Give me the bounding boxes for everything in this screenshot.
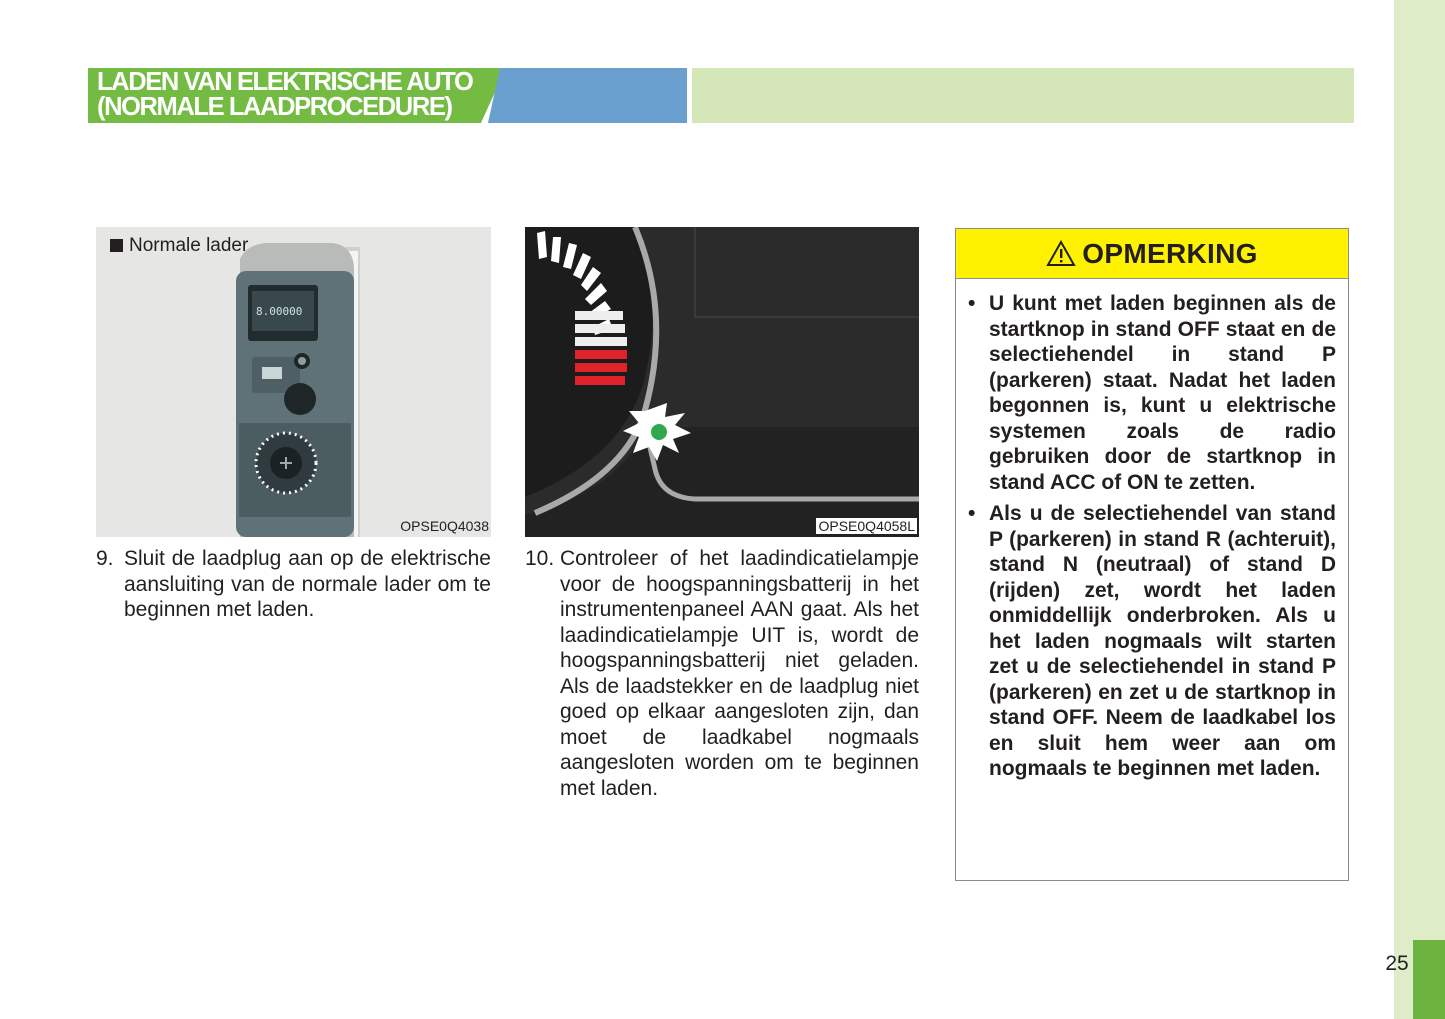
charger-illustration bbox=[96, 227, 491, 537]
step-text: Sluit de laadplug aan op de elektrische aansluiting van de normale lader om te beginnen met laden. bbox=[124, 547, 491, 621]
notice-item: • Als u de selectiehendel van stand P (parkeren) in stand R (achteruit), stand N (neutraal) of stand D (rijden) zet, wordt het laden onmiddellijk onderbroken. Als u het laden nogmaals wilt starten zet u de selectiehendel in stand P (parkeren) en zet u de startknop in stand OFF. Neem de laadkabel los en sluit hem weer aan om nogmaals te beginnen met laden. bbox=[968, 502, 1336, 780]
notice-box bbox=[955, 228, 1349, 881]
figure-normal-charger bbox=[96, 227, 491, 537]
side-strip bbox=[1394, 0, 1445, 1019]
header-light-band bbox=[692, 68, 1354, 123]
caption-square-icon bbox=[110, 239, 123, 252]
figure-code: OPSE0Q4038 bbox=[400, 518, 489, 534]
page-tab bbox=[1413, 940, 1445, 1019]
figure-caption: Normale lader bbox=[110, 235, 248, 257]
step-text: Controleer of het laadindicatielampje voor de hoogspanningsbatterij in het instrumentenpaneel AAN gaat. Als het laadindicatielampje UIT is, wordt de hoogspanningsbatterij niet geladen. Als de laadstekker en de laadplug niet goed op elkaar aangesloten zijn, dan moet de laadkabel nogmaals aangesloten worden om te beginnen met laden. bbox=[560, 547, 919, 800]
warning-icon bbox=[1046, 240, 1076, 267]
page-number: 25 bbox=[1385, 952, 1409, 975]
figure-code: OPSE0Q4058L bbox=[818, 518, 915, 534]
section-title: LADEN VAN ELEKTRISCHE AUTO (NORMALE LAADPROCEDURE) bbox=[97, 68, 473, 121]
notice-title: OPMERKING bbox=[1082, 237, 1258, 269]
step-number: 10. bbox=[525, 547, 555, 570]
svg-text:8.00000: 8.00000 bbox=[256, 305, 303, 318]
notice-list bbox=[956, 279, 1348, 782]
notice-item: • U kunt met laden beginnen als de startknop in stand OFF staat en de selectiehendel in stand P (parkeren) staat. Nadat het laden begonnen is, kunt u elektrische systemen zoals de radio gebruiken door de startknop in stand ACC of ON te zetten. bbox=[968, 292, 1336, 494]
notice-header bbox=[956, 229, 1348, 279]
header-blue-band bbox=[488, 68, 687, 123]
cluster-illustration bbox=[525, 227, 919, 537]
step-number: 9. bbox=[96, 547, 114, 570]
figure-instrument-cluster bbox=[525, 227, 919, 537]
step-10 bbox=[525, 546, 919, 801]
step-9 bbox=[96, 546, 491, 623]
